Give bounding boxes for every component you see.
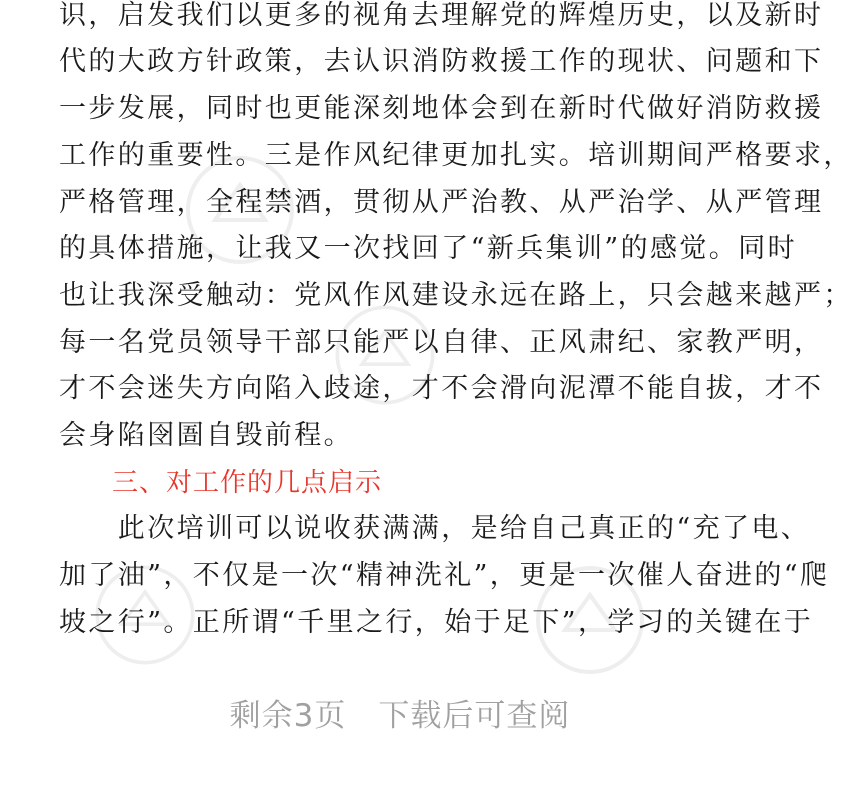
paragraph-line: 此次培训可以说收获满满，是给自己真正的“充了电、 [59, 513, 811, 544]
paragraph-line: 会身陷囹圄自毁前程。 [59, 420, 353, 451]
paragraph-line: 一步发展，同时也更能深刻地体会到在新时代做好消防救援 [59, 93, 824, 124]
paragraph-line: 才不会迷失方向陷入歧途，才不会滑向泥潭不能自拔，才不 [59, 373, 824, 404]
paragraph-line: 工作的重要性。三是作风纪律更加扎实。培训期间严格要求， [59, 140, 853, 171]
paragraph-line: 也让我深受触动：党风作风建设永远在路上，只会越来越严； [59, 280, 853, 311]
paragraph-line: 坡之行”。正所谓“千里之行，始于足下”，学习的关键在于 [59, 607, 814, 638]
remaining-pages-notice[interactable]: 剩余3页 下载后可查阅 [229, 698, 571, 734]
paragraph-line: 每一名党员领导干部只能严以自律、正风肃纪、家教严明， [59, 327, 824, 358]
section-heading: 三、对工作的几点启示 [112, 468, 383, 498]
paragraph-line: 的具体措施，让我又一次找回了“新兵集训”的感觉。同时 [59, 233, 798, 264]
paragraph-line: 识，启发我们以更多的视角去理解党的辉煌历史，以及新时 [59, 0, 824, 31]
paragraph-line: 严格管理，全程禁酒，贯彻从严治教、从严治学、从严管理 [59, 187, 824, 218]
paragraph-line: 加了油”，不仅是一次“精神洗礼”，更是一次催人奋进的“爬 [59, 560, 830, 591]
paragraph-line: 代的大政方针政策，去认识消防救援工作的现状、问题和下 [59, 46, 824, 77]
